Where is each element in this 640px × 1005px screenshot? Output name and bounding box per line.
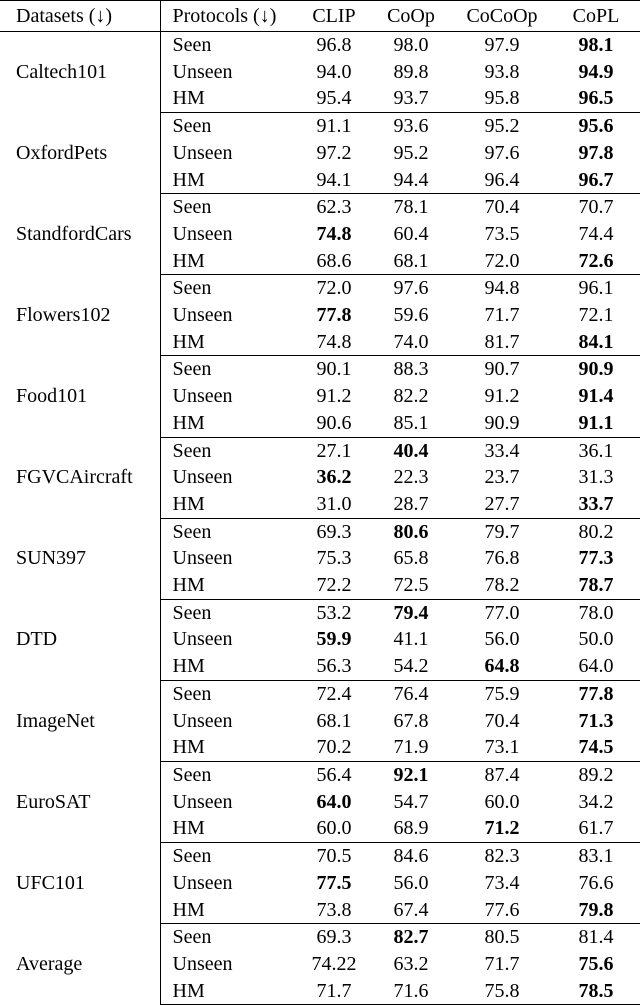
protocol-cell: HM	[160, 734, 298, 761]
protocol-cell: HM	[160, 329, 298, 356]
clip-value-cell: 91.2	[316, 385, 352, 408]
table-row	[0, 356, 640, 383]
copl-value-cell: 33.7	[552, 491, 640, 518]
coop-value-cell: 54.2	[370, 653, 452, 680]
coop-value-cell: 95.2	[393, 141, 429, 164]
protocol-cell: HM	[160, 85, 298, 112]
protocol-cell: Seen	[172, 439, 212, 462]
table-row	[0, 680, 640, 707]
coop-value-cell: 97.6	[393, 277, 429, 300]
dataset-cell: Average	[0, 924, 160, 1005]
copl-value-cell: 98.1	[578, 34, 614, 56]
clip-value-cell: 71.7	[298, 978, 370, 1005]
clip-value-cell: 70.2	[298, 734, 370, 761]
protocol-cell: Unseen	[172, 709, 233, 732]
copl-value-cell: 90.9	[578, 358, 614, 381]
copl-value-cell: 70.7	[578, 196, 614, 219]
coop-value-cell: 94.4	[370, 167, 452, 194]
coop-value-cell: 40.4	[393, 439, 429, 462]
copl-value-cell: 72.1	[578, 304, 614, 327]
protocol-cell: Seen	[172, 34, 212, 56]
clip-value-cell: 72.4	[316, 682, 352, 705]
clip-value-cell: 74.22	[311, 952, 357, 975]
cocoop-value-cell: 75.9	[484, 682, 520, 705]
cocoop-value-cell: 95.2	[484, 115, 520, 138]
clip-value-cell: 69.3	[316, 520, 352, 543]
cocoop-value-cell: 70.4	[484, 196, 520, 219]
copl-value-cell: 80.2	[578, 520, 614, 543]
copl-value-cell: 77.3	[578, 547, 614, 570]
copl-value-cell: 81.4	[578, 926, 614, 949]
protocol-cell: Seen	[172, 196, 212, 219]
clip-value-cell: 27.1	[316, 439, 352, 462]
cocoop-value-cell: 95.8	[452, 85, 552, 112]
cocoop-value-cell: 71.7	[484, 304, 520, 327]
copl-value-cell: 50.0	[578, 628, 614, 651]
protocol-cell: Unseen	[172, 222, 233, 245]
coop-value-cell: 28.7	[370, 491, 452, 518]
protocol-cell: Unseen	[172, 385, 233, 408]
cocoop-value-cell: 94.8	[484, 277, 520, 300]
cocoop-value-cell: 82.3	[484, 845, 520, 868]
protocol-cell: Unseen	[172, 952, 233, 975]
protocol-cell: Seen	[172, 845, 212, 868]
coop-value-cell: 74.0	[370, 329, 452, 356]
header-row	[0, 1, 640, 32]
cocoop-value-cell: 97.9	[484, 34, 520, 56]
protocol-cell: HM	[160, 167, 298, 194]
copl-value-cell: 91.4	[578, 385, 614, 408]
clip-value-cell: 68.6	[298, 248, 370, 275]
clip-value-cell: 62.3	[316, 196, 352, 219]
header-copl: CoPL	[552, 1, 640, 32]
copl-value-cell: 31.3	[578, 466, 614, 489]
copl-value-cell: 61.7	[552, 815, 640, 842]
copl-value-cell: 78.5	[552, 978, 640, 1005]
coop-value-cell: 65.8	[393, 547, 429, 570]
coop-value-cell: 82.2	[393, 385, 429, 408]
copl-value-cell: 74.5	[552, 734, 640, 761]
clip-value-cell: 64.0	[316, 790, 352, 813]
clip-value-cell: 74.8	[298, 329, 370, 356]
dataset-cell: Flowers102	[0, 275, 160, 356]
coop-value-cell: 67.4	[370, 897, 452, 924]
clip-value-cell: 53.2	[316, 601, 352, 624]
coop-value-cell: 67.8	[393, 709, 429, 732]
cocoop-value-cell: 77.0	[484, 601, 520, 624]
coop-value-cell: 79.4	[393, 601, 429, 624]
protocol-cell: Unseen	[172, 628, 233, 651]
cocoop-value-cell: 93.8	[484, 60, 520, 83]
coop-value-cell: 98.0	[393, 34, 429, 56]
copl-value-cell: 78.7	[552, 572, 640, 599]
clip-value-cell: 68.1	[316, 709, 352, 732]
copl-value-cell: 75.6	[578, 952, 614, 975]
clip-value-cell: 36.2	[316, 466, 352, 489]
coop-value-cell: 71.9	[370, 734, 452, 761]
clip-value-cell: 60.0	[298, 815, 370, 842]
coop-value-cell: 22.3	[393, 466, 429, 489]
cocoop-value-cell: 33.4	[484, 439, 520, 462]
copl-value-cell: 78.0	[578, 601, 614, 624]
clip-value-cell: 56.4	[316, 763, 352, 786]
clip-value-cell: 69.3	[316, 926, 352, 949]
cocoop-value-cell: 73.1	[452, 734, 552, 761]
dataset-cell: FGVCAircraft	[0, 437, 160, 518]
coop-value-cell: 78.1	[393, 196, 429, 219]
copl-value-cell: 94.9	[578, 60, 614, 83]
copl-value-cell: 79.8	[552, 897, 640, 924]
coop-value-cell: 41.1	[393, 628, 429, 651]
dataset-cell: UFC101	[0, 843, 160, 924]
coop-value-cell: 80.6	[393, 520, 429, 543]
cocoop-value-cell: 96.4	[452, 167, 552, 194]
clip-value-cell: 31.0	[298, 491, 370, 518]
cocoop-value-cell: 64.8	[452, 653, 552, 680]
clip-value-cell: 94.1	[298, 167, 370, 194]
coop-value-cell: 89.8	[393, 60, 429, 83]
coop-value-cell: 88.3	[393, 358, 429, 381]
protocol-cell: Seen	[172, 277, 212, 300]
cocoop-value-cell: 77.6	[452, 897, 552, 924]
coop-value-cell: 60.4	[393, 222, 429, 245]
coop-value-cell: 72.5	[370, 572, 452, 599]
dataset-cell: ImageNet	[0, 680, 160, 761]
protocol-cell: Unseen	[172, 304, 233, 327]
coop-value-cell: 68.1	[370, 248, 452, 275]
cocoop-value-cell: 78.2	[452, 572, 552, 599]
copl-value-cell: 77.8	[578, 682, 614, 705]
clip-value-cell: 70.5	[316, 845, 352, 868]
cocoop-value-cell: 27.7	[452, 491, 552, 518]
coop-value-cell: 59.6	[393, 304, 429, 327]
protocol-cell: Seen	[172, 763, 212, 786]
dataset-cell: DTD	[0, 599, 160, 680]
copl-value-cell: 95.6	[578, 115, 614, 138]
protocol-cell: Unseen	[172, 790, 233, 813]
copl-value-cell: 89.2	[578, 763, 614, 786]
coop-value-cell: 93.7	[370, 85, 452, 112]
cocoop-value-cell: 23.7	[484, 466, 520, 489]
table-row	[0, 843, 640, 870]
protocol-cell: HM	[160, 978, 298, 1005]
clip-value-cell: 94.0	[316, 60, 352, 83]
coop-value-cell: 82.7	[393, 926, 429, 949]
copl-value-cell: 64.0	[552, 653, 640, 680]
table-row	[0, 194, 640, 221]
table-row	[0, 924, 640, 951]
table-row	[0, 761, 640, 788]
cocoop-value-cell: 72.0	[452, 248, 552, 275]
header-cocoop: CoCoOp	[452, 1, 552, 32]
table-row	[0, 32, 640, 59]
cocoop-value-cell: 91.2	[484, 385, 520, 408]
table-row	[0, 437, 640, 464]
clip-value-cell: 74.8	[316, 222, 352, 245]
clip-value-cell: 95.4	[298, 85, 370, 112]
protocol-cell: Unseen	[172, 547, 233, 570]
clip-value-cell: 56.3	[298, 653, 370, 680]
clip-value-cell: 59.9	[316, 628, 352, 651]
clip-value-cell: 91.1	[316, 115, 352, 138]
protocol-cell: Seen	[172, 682, 212, 705]
copl-value-cell: 96.7	[552, 167, 640, 194]
protocol-cell: Unseen	[172, 141, 233, 164]
coop-value-cell: 92.1	[393, 763, 429, 786]
dataset-cell: SUN397	[0, 518, 160, 599]
header-clip: CLIP	[298, 1, 370, 32]
cocoop-value-cell: 81.7	[452, 329, 552, 356]
cocoop-value-cell: 56.0	[484, 628, 520, 651]
table-body	[0, 32, 640, 1005]
protocol-cell: HM	[160, 815, 298, 842]
clip-value-cell: 97.2	[316, 141, 352, 164]
table-row	[0, 275, 640, 302]
clip-value-cell: 75.3	[316, 547, 352, 570]
protocol-cell: HM	[160, 491, 298, 518]
header-protocols: Protocols (↓)	[160, 1, 298, 32]
coop-value-cell: 63.2	[393, 952, 429, 975]
clip-value-cell: 72.0	[316, 277, 352, 300]
cocoop-value-cell: 70.4	[484, 709, 520, 732]
protocol-cell: Unseen	[172, 60, 233, 83]
table-row	[0, 113, 640, 140]
dataset-cell: OxfordPets	[0, 113, 160, 194]
protocol-cell: Seen	[172, 926, 212, 949]
coop-value-cell: 85.1	[370, 410, 452, 437]
clip-value-cell: 90.1	[316, 358, 352, 381]
coop-value-cell: 68.9	[370, 815, 452, 842]
clip-value-cell: 77.5	[316, 871, 352, 894]
copl-value-cell: 91.1	[552, 410, 640, 437]
cocoop-value-cell: 79.7	[484, 520, 520, 543]
copl-value-cell: 34.2	[578, 790, 614, 813]
protocol-cell: HM	[160, 248, 298, 275]
cocoop-value-cell: 73.4	[484, 871, 520, 894]
cocoop-value-cell: 71.7	[484, 952, 520, 975]
protocol-cell: Seen	[172, 115, 212, 138]
clip-value-cell: 96.8	[316, 34, 352, 56]
protocol-cell: Unseen	[172, 466, 233, 489]
cocoop-value-cell: 60.0	[484, 790, 520, 813]
cocoop-value-cell: 76.8	[484, 547, 520, 570]
dataset-cell: Caltech101	[0, 32, 160, 113]
protocol-cell: HM	[160, 410, 298, 437]
copl-value-cell: 76.6	[578, 871, 614, 894]
cocoop-value-cell: 80.5	[484, 926, 520, 949]
cocoop-value-cell: 90.7	[484, 358, 520, 381]
copl-value-cell: 97.8	[578, 141, 614, 164]
coop-value-cell: 71.6	[370, 978, 452, 1005]
table-header	[0, 1, 640, 32]
protocol-cell: HM	[160, 572, 298, 599]
clip-value-cell: 90.6	[298, 410, 370, 437]
coop-value-cell: 56.0	[393, 871, 429, 894]
protocol-cell: Seen	[172, 601, 212, 624]
dataset-cell: StandfordCars	[0, 194, 160, 275]
header-datasets: Datasets (↓)	[0, 1, 160, 32]
cocoop-value-cell: 73.5	[484, 222, 520, 245]
cocoop-value-cell: 87.4	[484, 763, 520, 786]
copl-value-cell: 83.1	[578, 845, 614, 868]
coop-value-cell: 54.7	[393, 790, 429, 813]
copl-value-cell: 84.1	[552, 329, 640, 356]
coop-value-cell: 93.6	[393, 115, 429, 138]
cocoop-value-cell: 71.2	[452, 815, 552, 842]
header-coop: CoOp	[370, 1, 452, 32]
cocoop-value-cell: 97.6	[484, 141, 520, 164]
dataset-cell: Food101	[0, 356, 160, 437]
clip-value-cell: 72.2	[298, 572, 370, 599]
clip-value-cell: 73.8	[298, 897, 370, 924]
copl-value-cell: 96.5	[552, 85, 640, 112]
copl-value-cell: 96.1	[578, 277, 614, 300]
table-row	[0, 599, 640, 626]
clip-value-cell: 77.8	[316, 304, 352, 327]
copl-value-cell: 71.3	[578, 709, 614, 732]
coop-value-cell: 76.4	[393, 682, 429, 705]
copl-value-cell: 74.4	[578, 222, 614, 245]
protocol-cell: HM	[160, 653, 298, 680]
protocol-cell: Seen	[172, 520, 212, 543]
dataset-cell: EuroSAT	[0, 761, 160, 842]
protocol-cell: HM	[160, 897, 298, 924]
protocol-cell: Unseen	[172, 871, 233, 894]
cocoop-value-cell: 75.8	[452, 978, 552, 1005]
coop-value-cell: 84.6	[393, 845, 429, 868]
table-row	[0, 518, 640, 545]
copl-value-cell: 36.1	[578, 439, 614, 462]
copl-value-cell: 72.6	[552, 248, 640, 275]
protocol-cell: Seen	[172, 358, 212, 381]
cocoop-value-cell: 90.9	[452, 410, 552, 437]
